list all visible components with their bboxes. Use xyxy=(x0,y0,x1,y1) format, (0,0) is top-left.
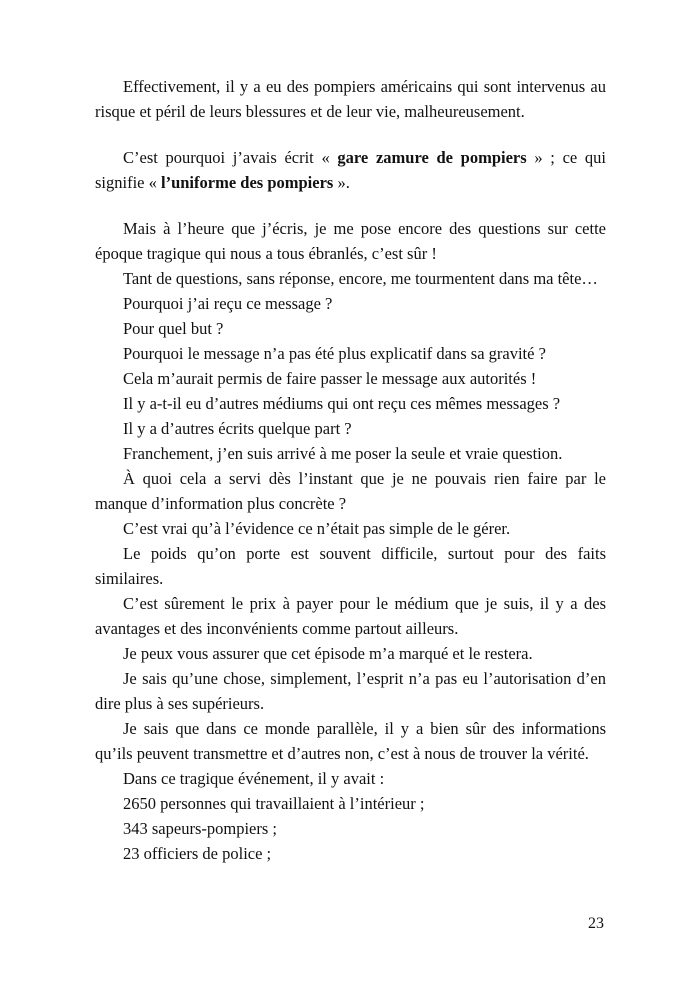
paragraph xyxy=(95,841,606,866)
text-run: Il y a-t-il eu d’autres médiums qui ont reçu ces mêmes messages ? xyxy=(123,394,561,413)
paragraph xyxy=(95,366,606,391)
paragraph xyxy=(95,416,606,441)
text-run: ». xyxy=(333,173,350,192)
paragraph xyxy=(95,466,606,516)
paragraph xyxy=(95,216,606,266)
paragraph xyxy=(95,341,606,366)
text-run: Cela m’aurait permis de faire passer le message aux autorités ! xyxy=(123,369,537,388)
text-run: Le poids qu’on porte est souvent difficile, surtout pour des faits similaires. xyxy=(95,544,606,588)
paragraph xyxy=(95,541,606,591)
text-run: Tant de questions, sans réponse, encore, me tourmentent dans ma tête… xyxy=(123,269,598,288)
text-run: C’est vrai qu’à l’évidence ce n’était pas simple de le gérer. xyxy=(123,519,511,538)
paragraph xyxy=(95,816,606,841)
paragraph xyxy=(95,666,606,716)
text-run: Pour quel but ? xyxy=(123,319,224,338)
text-run: Effectivement, il y a eu des pompiers américains qui sont intervenus au risque et péril de leurs blessures et de leur vie, malheureusement. xyxy=(95,77,606,121)
text-run: Franchement, j’en suis arrivé à me poser la seule et vraie question. xyxy=(123,444,563,463)
text-run: À quoi cela a servi dès l’instant que je ne pouvais rien faire par le manque d’information plus concrète ? xyxy=(95,469,606,513)
page-number: 23 xyxy=(588,915,604,932)
text-run: Mais à l’heure que j’écris, je me pose encore des questions sur cette époque tragique qui nous a tous ébranlés, c’est sûr ! xyxy=(95,219,606,263)
text-run: 343 sapeurs-pompiers ; xyxy=(123,819,277,838)
paragraph xyxy=(95,791,606,816)
text-run: Je sais qu’une chose, simplement, l’esprit n’a pas eu l’autorisation d’en dire plus à ses supérieurs. xyxy=(95,669,606,713)
text-run: 23 officiers de police ; xyxy=(123,844,272,863)
paragraph xyxy=(95,641,606,666)
paragraph xyxy=(95,145,606,195)
text-run: Pourquoi le message n’a pas été plus explicatif dans sa gravité ? xyxy=(123,344,546,363)
text-run: C’est pourquoi j’avais écrit « xyxy=(123,148,338,167)
text-run: Je peux vous assurer que cet épisode m’a marqué et le restera. xyxy=(123,644,533,663)
text-run: Pourquoi j’ai reçu ce message ? xyxy=(123,294,333,313)
paragraph xyxy=(95,74,606,124)
text-run: Il y a d’autres écrits quelque part ? xyxy=(123,419,352,438)
text-run: C’est sûrement le prix à payer pour le médium que je suis, il y a des avantages et des inconvénients comme partout ailleurs. xyxy=(95,594,606,638)
bold-text-run: gare zamure de pompiers xyxy=(337,148,527,167)
text-run: Je sais que dans ce monde parallèle, il y a bien sûr des informations qu’ils peuvent transmettre et d’autres non, c’est à nous de trouver la vérité. xyxy=(95,719,606,763)
text-run: Dans ce tragique événement, il y avait : xyxy=(123,769,385,788)
paragraph xyxy=(95,766,606,791)
bold-text-run: l’uniforme des pompiers xyxy=(161,173,334,192)
paragraph xyxy=(95,266,606,291)
paragraph xyxy=(95,516,606,541)
paragraph xyxy=(95,441,606,466)
text-run: » ; ce qui signifie « xyxy=(95,148,606,192)
paragraph xyxy=(95,316,606,341)
paragraph xyxy=(95,291,606,316)
text-run: 2650 personnes qui travaillaient à l’intérieur ; xyxy=(123,794,425,813)
paragraph xyxy=(95,391,606,416)
paragraph xyxy=(95,591,606,641)
text-body xyxy=(95,74,606,866)
paragraph xyxy=(95,716,606,766)
